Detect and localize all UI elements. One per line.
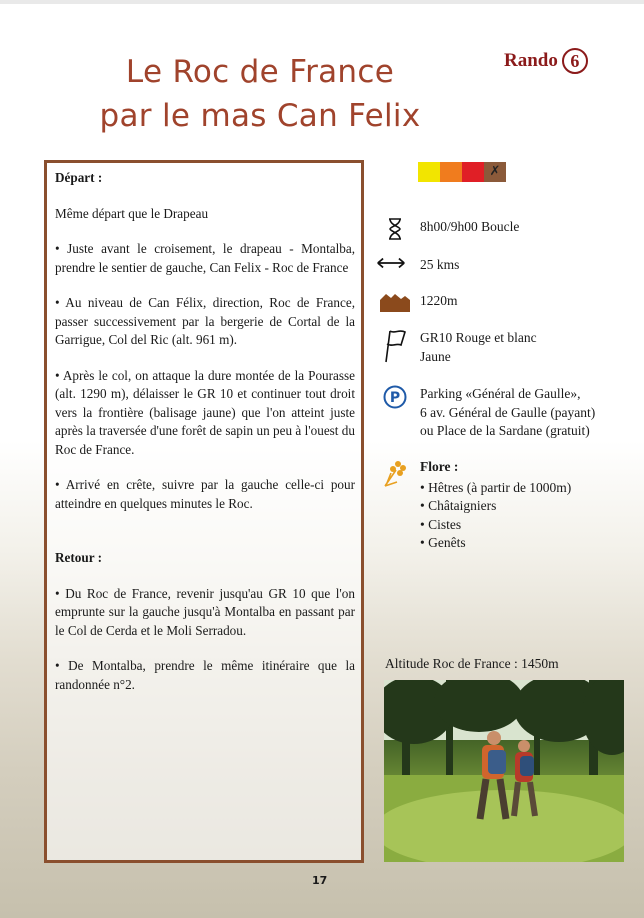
- page-title: [80, 50, 440, 138]
- marking-row: [380, 329, 630, 366]
- flore-item: • Genêts: [420, 534, 630, 553]
- flore-item: • Cistes: [420, 516, 630, 535]
- title-line-1: Le Roc de France: [125, 54, 395, 90]
- rando-number: 6: [562, 48, 588, 74]
- flore-item: • Hêtres (à partir de 1000m): [420, 479, 630, 498]
- flore-heading: Flore :: [420, 459, 459, 474]
- altitude-caption: Altitude Roc de France : 1450m: [385, 656, 559, 671]
- depart-paragraph: • Après le col, on attaque la dure montée de la Pourasse (alt. 1290 m), délaisser le GR 10 et continuer tout droit vers la frontière (balisage jaune) que l'on atteint juste après la traversée d'une forêt de sapin un peu à l'ouest du Roc de France.: [55, 367, 355, 457]
- distance-row: [380, 256, 630, 275]
- elevation-row: [380, 292, 630, 311]
- depart-paragraph: • Arrivé en crête, suivre par la gauche celle-ci pour atteindre en quelques minutes le Roc.: [55, 477, 355, 511]
- marking-line-2: Jaune: [420, 348, 451, 364]
- depart-paragraph: • Au niveau de Can Félix, direction, Roc de France, passer successivement par la bergerie de Cortal de la Garrigue, Col del Ric (alt. 961 m).: [55, 295, 355, 347]
- difficulty-yellow: [418, 162, 440, 182]
- duration-text: 8h00/9h00 Boucle: [420, 219, 520, 234]
- parking-line-1: Parking «Général de Gaulle»,: [420, 386, 581, 401]
- duration-row: [380, 218, 630, 237]
- hourglass-icon: [380, 218, 410, 240]
- difficulty-scale: [418, 162, 506, 182]
- parking-row: [380, 385, 630, 441]
- parking-icon-letter: P: [389, 390, 401, 406]
- itinerary-box: [44, 160, 364, 863]
- difficulty-mark: ✗: [484, 162, 506, 182]
- flore-section: [380, 458, 630, 553]
- top-bar: [0, 0, 644, 4]
- depart-paragraph: Même départ que le Drapeau: [55, 205, 209, 221]
- retour-paragraph: • De Montalba, prendre le même itinéraire que la randonnée n°2.: [55, 658, 355, 692]
- title-line-2: par le mas Can Felix: [99, 98, 421, 134]
- retour-paragraph: • Du Roc de France, revenir jusqu'au GR 10 que l'on emprunte sur la gauche jusqu'à Montalba en passant par le Col de Cerda et le Moli Serradou.: [55, 585, 355, 638]
- retour-heading: Retour :: [55, 550, 102, 565]
- flag-icon: [380, 329, 410, 363]
- flower-icon: [380, 458, 410, 488]
- parking-line-3: ou Place de la Sardane (gratuit): [420, 423, 590, 438]
- difficulty-orange: [440, 162, 462, 182]
- parking-icon: [380, 385, 410, 409]
- rando-badge: [504, 48, 588, 74]
- page-number: 17: [312, 874, 328, 887]
- difficulty-red: [462, 162, 484, 182]
- flore-list: [420, 479, 630, 553]
- elevation-text: 1220m: [420, 293, 458, 308]
- flore-item: • Châtaigniers: [420, 497, 630, 516]
- rando-label: Rando: [504, 50, 558, 71]
- parking-line-2: 6 av. Général de Gaulle (payant): [420, 404, 596, 420]
- double-arrow-icon: [376, 256, 406, 270]
- distance-text: 25 kms: [420, 257, 460, 272]
- mountain-icon: [380, 292, 410, 312]
- depart-paragraph: • Juste avant le croisement, le drapeau - Montalba, prendre le sentier de gauche, Can Felix - Roc de France: [55, 241, 355, 275]
- depart-heading: Départ :: [55, 170, 103, 185]
- hikers-photo: [384, 680, 624, 862]
- marking-line-1: GR10 Rouge et blanc: [420, 330, 537, 345]
